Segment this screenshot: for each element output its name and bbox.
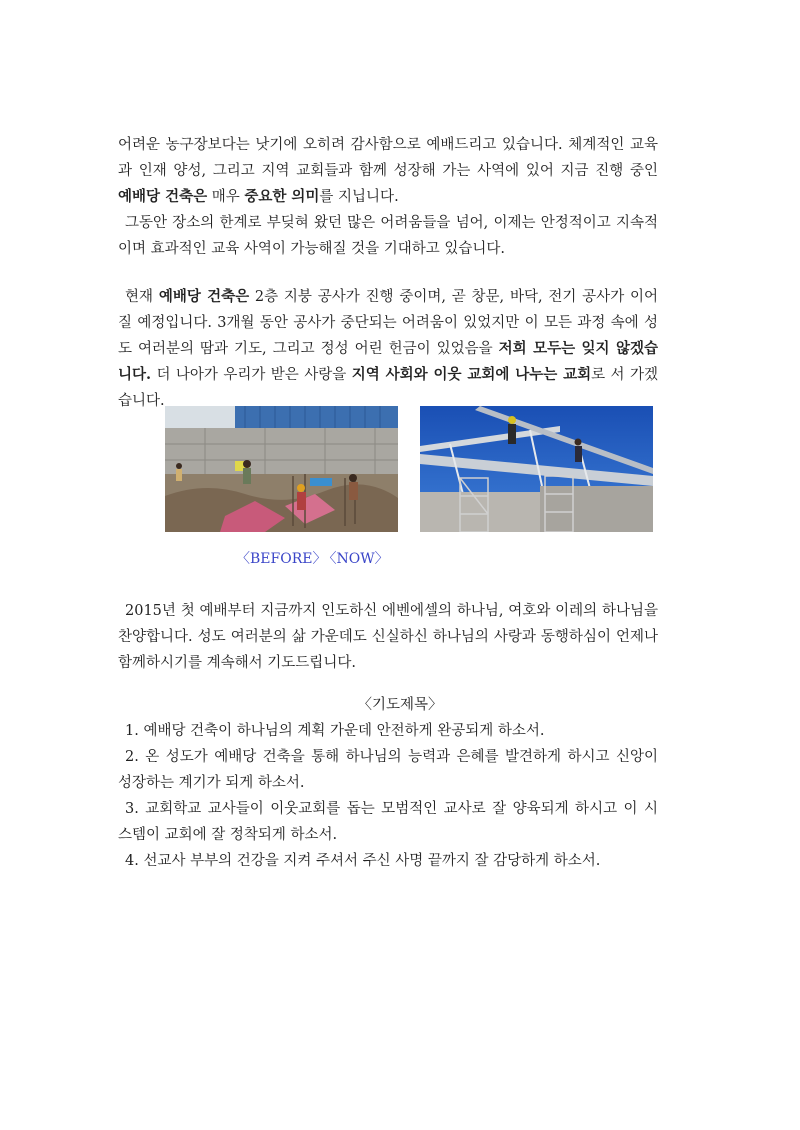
text-line: 과 인재 양성, 그리고 지역 교회들과 함께 성장해 가는 사역에 있어 지금 진행 중인	[118, 163, 658, 179]
current-construction-photo	[420, 406, 653, 532]
construction-status-paragraph	[118, 284, 658, 414]
text-line: 어려운 농구장보다는 낫기에 오히려 감사함으로 예배드리고 있습니다. 체계적인 교육	[118, 137, 658, 153]
expectation-paragraph	[118, 210, 658, 262]
before-caption: 〈BEFORE〉	[236, 551, 327, 567]
photo-captions	[236, 548, 392, 568]
text-line: 도 여러분의 땀과 기도, 그리고 정성 어린 헌금이 있었음을 저희 모두는 잊지 않겠습	[118, 340, 658, 357]
list-item: 4. 선교사 부부의 건강을 지켜 주셔서 주신 사명 끝까지 잘 감당하게 하소서.	[125, 853, 601, 869]
text-line: 니다. 더 나아가 우리가 받은 사랑을 지역 사회와 이웃 교회에 나누는 교회로 서 가겠	[118, 366, 658, 383]
emphasis-text: 저희 모두는 잊지 않겠습	[498, 340, 658, 357]
emphasis-text: 중요한 의미	[244, 188, 320, 205]
list-item: 1. 예배당 건축이 하나님의 계획 가운데 안전하게 완공되게 하소서.	[125, 723, 545, 739]
list-item: 3. 교회학교 교사들이 이웃교회를 돕는 모범적인 교사로 잘 양육되게 하시고 이 시	[125, 801, 658, 817]
text-line: 질 예정입니다. 3개월 동안 공사가 중단되는 어려움이 있었지만 이 모든 과정 속에 성	[118, 315, 658, 331]
praise-paragraph	[118, 598, 658, 676]
emphasis-text: 지역 사회와 이웃 교회에 나누는 교회	[351, 366, 592, 383]
text-line: 함께하시기를 계속해서 기도드립니다.	[118, 655, 356, 671]
text-line: 이며 효과적인 교육 사역이 가능해질 것을 기대하고 있습니다.	[118, 241, 506, 257]
text-line: 현재 예배당 건축은 2층 지붕 공사가 진행 중이며, 곧 창문, 바닥, 전기 공사가 이어	[125, 288, 659, 305]
prayer-requests-list	[118, 718, 658, 874]
text-line: 찬양합니다. 성도 여러분의 삶 가운데도 신실하신 하나님의 사랑과 동행하심이 언제나	[118, 629, 658, 645]
emphasis-text: 니다.	[118, 366, 152, 383]
list-item: 2. 온 성도가 예배당 건축을 통해 하나님의 능력과 은혜를 발견하게 하시고 신앙이	[125, 749, 658, 765]
text-line: 2015년 첫 예배부터 지금까지 인도하신 에벤에셀의 하나님, 여호와 이레의 하나님을	[125, 603, 658, 619]
list-item-continuation: 성장하는 계기가 되게 하소서.	[118, 775, 305, 791]
emphasis-text: 예배당 건축은	[158, 288, 250, 305]
now-caption: 〈NOW〉	[329, 551, 389, 567]
emphasis-text: 예배당 건축은	[118, 188, 208, 205]
text-line: 그동안 장소의 한계로 부딪혀 왔던 많은 어려움들을 넘어, 이제는 안정적이고 지속적	[125, 215, 658, 231]
text-line: 예배당 건축은 매우 중요한 의미를 지닙니다.	[118, 188, 399, 205]
list-item-continuation: 스템이 교회에 잘 정착되게 하소서.	[118, 827, 338, 843]
text-line: 습니다.	[118, 393, 165, 409]
intro-paragraph	[118, 132, 658, 210]
prayer-requests-title: 〈기도제목〉	[357, 697, 443, 713]
before-construction-photo	[165, 406, 398, 532]
